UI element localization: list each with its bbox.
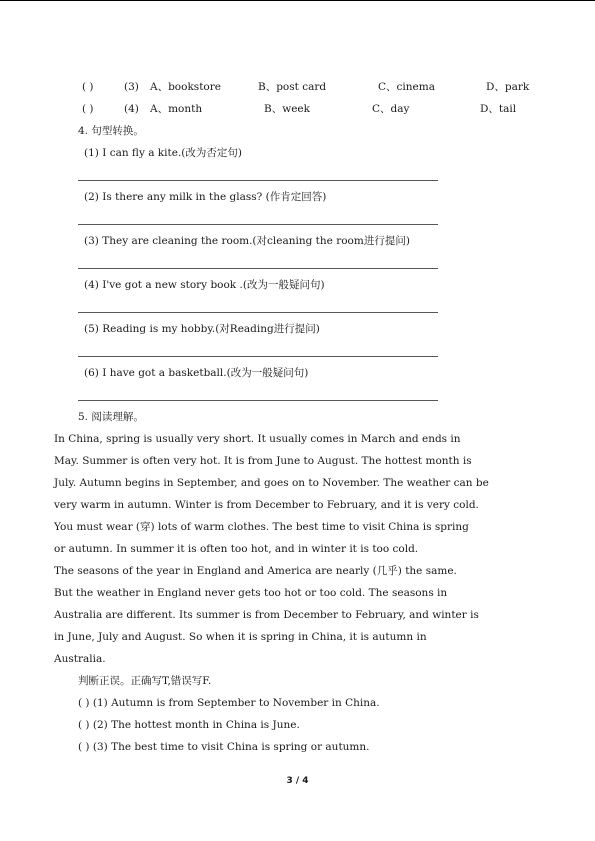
paragraph-line: May. Summer is often very hot. It is from June to August. The hottest month is: [54, 455, 472, 467]
answer-line-3[interactable]: [78, 268, 438, 269]
choice-row-4: [0, 102, 595, 116]
paragraph-line: You must wear (穿) lots of warm clothes. The best time to visit China is spring: [54, 521, 469, 533]
paragraph-line: In China, spring is usually very short. It usually comes in March and ends in: [54, 433, 461, 445]
paragraph-line: Australia are different. Its summer is from December to February, and winter is: [54, 609, 479, 621]
page-top-border: [0, 0, 595, 1]
paragraph-line: The seasons of the year in England and America are nearly (几乎) the same.: [54, 565, 457, 577]
option-d: D、park: [486, 81, 530, 93]
transform-item-5: (5) Reading is my hobby.(对Reading进行提问): [84, 323, 320, 335]
answer-blank[interactable]: ( ): [82, 81, 94, 93]
paragraph-line: Australia.: [54, 653, 106, 665]
option-b: B、post card: [258, 81, 327, 93]
transform-item-1: (1) I can fly a kite.(改为否定句): [84, 147, 242, 159]
transform-item-4: (4) I've got a new story book .(改为一般疑问句): [84, 279, 325, 291]
option-b: B、week: [264, 103, 310, 115]
answer-line-5[interactable]: [78, 356, 438, 357]
answer-line-2[interactable]: [78, 224, 438, 225]
choice-row-3: [0, 80, 595, 94]
reading-paragraph-1: [54, 428, 489, 560]
paragraph-line: July. Autumn begins in September, and goes on to November. The weather can be: [54, 477, 489, 489]
transform-item-6: (6) I have got a basketball.(改为一般疑问句): [84, 367, 309, 379]
answer-line-1[interactable]: [78, 180, 438, 181]
option-c: C、day: [372, 103, 410, 115]
transform-item-2: (2) Is there any milk in the glass? (作肯定回答): [84, 191, 327, 203]
tf-item-3: ( ) (3) The best time to visit China is spring or autumn.: [78, 741, 370, 753]
tf-item-2: ( ) (2) The hottest month in China is June.: [78, 719, 300, 731]
option-a: A、month: [150, 103, 203, 115]
paragraph-line: or autumn. In summer it is often too hot, and in winter it is too cold.: [54, 543, 419, 555]
option-c: C、cinema: [378, 81, 435, 93]
answer-line-6[interactable]: [78, 400, 438, 401]
reading-paragraph-2: [54, 560, 479, 670]
transform-item-3: (3) They are cleaning the room.(对cleaning the room进行提问): [84, 235, 410, 247]
question-number: (4): [124, 103, 139, 115]
tf-item-1: ( ) (1) Autumn is from September to November in China.: [78, 697, 380, 709]
section4-heading: 4. 句型转换。: [78, 125, 144, 137]
answer-line-4[interactable]: [78, 312, 438, 313]
option-a: A、bookstore: [150, 81, 221, 93]
paragraph-line: in June, July and August. So when it is spring in China, it is autumn in: [54, 631, 427, 643]
paragraph-line: But the weather in England never gets too hot or too cold. The seasons in: [54, 587, 448, 599]
answer-blank[interactable]: ( ): [82, 103, 94, 115]
true-false-instruction: 判断正误。正确写T,错误写F.: [78, 675, 212, 687]
section5-heading: 5. 阅读理解。: [78, 411, 144, 423]
option-d: D、tail: [480, 103, 517, 115]
paragraph-line: very warm in autumn. Winter is from December to February, and it is very cold.: [54, 499, 479, 511]
page-number: 3 / 4: [286, 776, 309, 786]
question-number: (3): [124, 81, 139, 93]
